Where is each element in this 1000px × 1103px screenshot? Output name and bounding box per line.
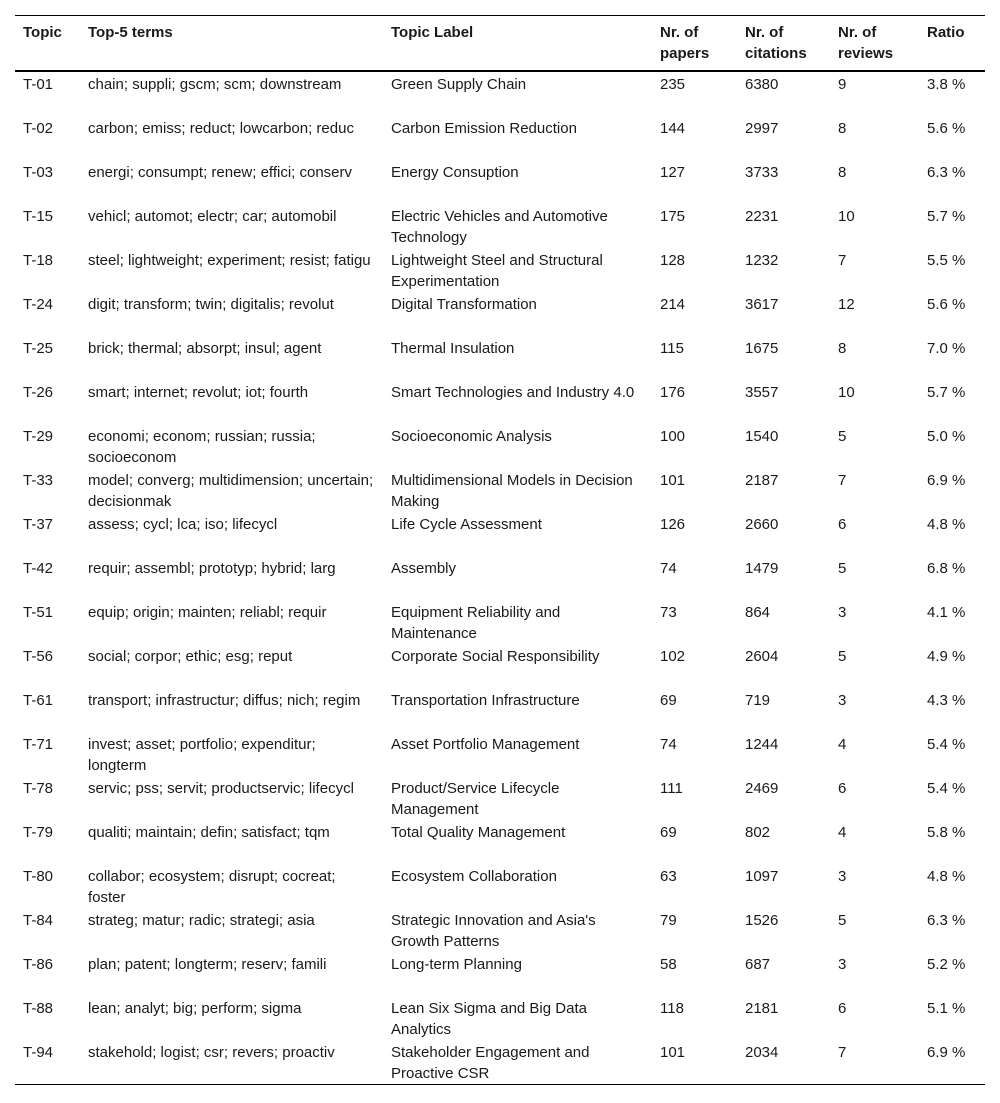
cell-ratio: 4.8 % xyxy=(927,516,966,533)
cell-topic-label: Multidimensional Models in Decision Making xyxy=(391,472,633,510)
cell-nr-reviews: 6 xyxy=(838,516,847,533)
cell-top-terms: model; converg; multidimension; uncertain; decisionmak xyxy=(88,472,374,510)
table-header xyxy=(15,16,985,72)
table-row xyxy=(15,336,985,380)
cell-nr-reviews: 8 xyxy=(838,340,847,357)
cell-nr-citations: 1232 xyxy=(745,252,779,269)
cell-ratio: 5.7 % xyxy=(927,208,966,225)
cell-top-terms: invest; asset; portfolio; expenditur; longterm xyxy=(88,736,316,774)
cell-ratio: 5.6 % xyxy=(927,120,966,137)
cell-topic-label: Strategic Innovation and Asia's Growth Patterns xyxy=(391,912,596,950)
cell-topic-label: Product/Service Lifecycle Management xyxy=(391,780,560,818)
cell-ratio: 5.4 % xyxy=(927,780,966,797)
cell-nr-citations: 3557 xyxy=(745,384,779,401)
cell-ratio: 5.6 % xyxy=(927,296,966,313)
cell-nr-citations: 802 xyxy=(745,824,771,841)
cell-nr-reviews: 3 xyxy=(838,692,847,709)
topics-table xyxy=(15,15,985,1085)
table-row xyxy=(15,116,985,160)
table-body xyxy=(15,71,985,1085)
cell-topic-label: Electric Vehicles and Automotive Technology xyxy=(391,208,608,246)
cell-nr-papers: 128 xyxy=(660,252,686,269)
cell-topic-label: Transportation Infrastructure xyxy=(391,692,580,709)
cell-topic-label: Green Supply Chain xyxy=(391,76,527,93)
table-row xyxy=(15,688,985,732)
cell-nr-reviews: 5 xyxy=(838,912,847,929)
cell-topic: T-37 xyxy=(23,516,54,533)
cell-nr-papers: 74 xyxy=(660,560,677,577)
cell-nr-citations: 2181 xyxy=(745,1000,779,1017)
cell-nr-reviews: 9 xyxy=(838,76,847,93)
cell-ratio: 6.8 % xyxy=(927,560,966,577)
table-row xyxy=(15,468,985,512)
cell-nr-papers: 111 xyxy=(660,780,683,797)
cell-top-terms: energi; consumpt; renew; effici; conserv xyxy=(88,164,353,181)
cell-top-terms: vehicl; automot; electr; car; automobil xyxy=(88,208,337,225)
table-row xyxy=(15,204,985,248)
header-nr-citations: Nr. of citations xyxy=(745,24,807,62)
cell-top-terms: strateg; matur; radic; strategi; asia xyxy=(88,912,315,929)
cell-topic-label: Corporate Social Responsibility xyxy=(391,648,600,665)
cell-top-terms: collabor; ecosystem; disrupt; cocreat; foster xyxy=(88,868,336,906)
cell-nr-reviews: 10 xyxy=(838,208,855,225)
cell-top-terms: economi; econom; russian; russia; socioeconom xyxy=(88,428,316,466)
cell-nr-reviews: 3 xyxy=(838,956,847,973)
cell-ratio: 5.4 % xyxy=(927,736,966,753)
cell-nr-citations: 2604 xyxy=(745,648,779,665)
cell-nr-citations: 2187 xyxy=(745,472,779,489)
cell-ratio: 6.3 % xyxy=(927,164,966,181)
cell-topic-label: Equipment Reliability and Maintenance xyxy=(391,604,561,642)
cell-topic-label: Energy Consuption xyxy=(391,164,519,181)
table-row xyxy=(15,248,985,292)
cell-nr-reviews: 10 xyxy=(838,384,855,401)
cell-nr-reviews: 6 xyxy=(838,780,847,797)
cell-nr-papers: 214 xyxy=(660,296,686,313)
table-row xyxy=(15,908,985,952)
table-row xyxy=(15,1040,985,1085)
cell-nr-reviews: 8 xyxy=(838,120,847,137)
cell-nr-papers: 175 xyxy=(660,208,686,225)
cell-nr-reviews: 8 xyxy=(838,164,847,181)
cell-nr-citations: 1244 xyxy=(745,736,779,753)
cell-top-terms: transport; infrastructur; diffus; nich; regim xyxy=(88,692,361,709)
cell-ratio: 6.3 % xyxy=(927,912,966,929)
cell-nr-citations: 1526 xyxy=(745,912,779,929)
cell-topic: T-24 xyxy=(23,296,54,313)
cell-topic: T-78 xyxy=(23,780,54,797)
header-topic-label: Topic Label xyxy=(391,24,474,41)
header-nr-papers: Nr. of papers xyxy=(660,24,710,62)
cell-nr-papers: 79 xyxy=(660,912,677,929)
cell-top-terms: plan; patent; longterm; reserv; famili xyxy=(88,956,327,973)
header-top-terms: Top-5 terms xyxy=(88,24,173,41)
cell-topic: T-33 xyxy=(23,472,54,489)
cell-ratio: 6.9 % xyxy=(927,1044,966,1061)
cell-ratio: 5.7 % xyxy=(927,384,966,401)
cell-ratio: 6.9 % xyxy=(927,472,966,489)
cell-ratio: 4.3 % xyxy=(927,692,966,709)
cell-topic-label: Stakeholder Engagement and Proactive CSR xyxy=(391,1044,590,1082)
cell-topic: T-25 xyxy=(23,340,54,357)
cell-nr-citations: 2469 xyxy=(745,780,779,797)
table-row xyxy=(15,424,985,468)
cell-nr-papers: 144 xyxy=(660,120,686,137)
cell-topic: T-88 xyxy=(23,1000,54,1017)
cell-nr-papers: 69 xyxy=(660,692,677,709)
cell-ratio: 4.9 % xyxy=(927,648,966,665)
table-row xyxy=(15,776,985,820)
topics-table-container xyxy=(15,15,985,1085)
table-row xyxy=(15,864,985,908)
cell-nr-citations: 2997 xyxy=(745,120,779,137)
cell-nr-reviews: 3 xyxy=(838,868,847,885)
cell-topic-label: Life Cycle Assessment xyxy=(391,516,542,533)
cell-top-terms: carbon; emiss; reduct; lowcarbon; reduc xyxy=(88,120,354,137)
cell-nr-papers: 73 xyxy=(660,604,677,621)
cell-nr-citations: 1479 xyxy=(745,560,779,577)
cell-topic: T-26 xyxy=(23,384,54,401)
cell-topic-label: Long-term Planning xyxy=(391,956,522,973)
cell-nr-reviews: 5 xyxy=(838,428,847,445)
cell-topic-label: Ecosystem Collaboration xyxy=(391,868,557,885)
cell-topic: T-61 xyxy=(23,692,54,709)
cell-nr-papers: 126 xyxy=(660,516,686,533)
cell-nr-papers: 102 xyxy=(660,648,686,665)
cell-nr-reviews: 5 xyxy=(838,648,847,665)
cell-ratio: 5.0 % xyxy=(927,428,966,445)
cell-topic: T-94 xyxy=(23,1044,54,1061)
table-row xyxy=(15,820,985,864)
cell-top-terms: servic; pss; servit; productservic; lifecycl xyxy=(88,780,354,797)
cell-ratio: 5.2 % xyxy=(927,956,966,973)
cell-top-terms: chain; suppli; gscm; scm; downstream xyxy=(88,76,342,93)
cell-nr-citations: 2660 xyxy=(745,516,779,533)
cell-topic-label: Carbon Emission Reduction xyxy=(391,120,577,137)
cell-topic-label: Total Quality Management xyxy=(391,824,566,841)
cell-ratio: 4.1 % xyxy=(927,604,966,621)
cell-topic: T-01 xyxy=(23,76,54,93)
table-row xyxy=(15,952,985,996)
cell-top-terms: assess; cycl; lca; iso; lifecycl xyxy=(88,516,278,533)
cell-topic: T-29 xyxy=(23,428,54,445)
cell-nr-citations: 719 xyxy=(745,692,771,709)
cell-topic: T-02 xyxy=(23,120,54,137)
cell-nr-reviews: 7 xyxy=(838,472,847,489)
cell-nr-papers: 235 xyxy=(660,76,686,93)
cell-top-terms: lean; analyt; big; perform; sigma xyxy=(88,1000,302,1017)
table-row xyxy=(15,292,985,336)
cell-nr-papers: 69 xyxy=(660,824,677,841)
cell-nr-citations: 687 xyxy=(745,956,771,973)
table-row xyxy=(15,512,985,556)
cell-top-terms: digit; transform; twin; digitalis; revolut xyxy=(88,296,334,313)
cell-nr-citations: 6380 xyxy=(745,76,779,93)
cell-nr-papers: 101 xyxy=(660,1044,686,1061)
cell-nr-reviews: 5 xyxy=(838,560,847,577)
cell-nr-citations: 2231 xyxy=(745,208,779,225)
cell-topic: T-15 xyxy=(23,208,54,225)
cell-nr-citations: 1540 xyxy=(745,428,779,445)
cell-nr-papers: 176 xyxy=(660,384,686,401)
cell-nr-papers: 63 xyxy=(660,868,677,885)
cell-topic-label: Lightweight Steel and Structural Experimentation xyxy=(391,252,603,290)
cell-nr-papers: 100 xyxy=(660,428,686,445)
cell-nr-papers: 115 xyxy=(660,340,684,357)
cell-topic: T-03 xyxy=(23,164,54,181)
cell-top-terms: social; corpor; ethic; esg; reput xyxy=(88,648,293,665)
cell-topic-label: Asset Portfolio Management xyxy=(391,736,580,753)
cell-topic: T-86 xyxy=(23,956,54,973)
cell-topic: T-71 xyxy=(23,736,54,753)
cell-ratio: 5.8 % xyxy=(927,824,966,841)
cell-topic: T-79 xyxy=(23,824,54,841)
header-row xyxy=(15,16,985,72)
cell-nr-reviews: 4 xyxy=(838,736,847,753)
cell-nr-papers: 118 xyxy=(660,1000,684,1017)
cell-ratio: 5.5 % xyxy=(927,252,966,269)
cell-nr-citations: 3733 xyxy=(745,164,779,181)
cell-nr-citations: 1675 xyxy=(745,340,779,357)
cell-top-terms: smart; internet; revolut; iot; fourth xyxy=(88,384,309,401)
cell-topic-label: Socioeconomic Analysis xyxy=(391,428,552,445)
cell-ratio: 5.1 % xyxy=(927,1000,966,1017)
cell-topic-label: Assembly xyxy=(391,560,457,577)
cell-nr-citations: 2034 xyxy=(745,1044,779,1061)
cell-topic: T-18 xyxy=(23,252,54,269)
cell-ratio: 3.8 % xyxy=(927,76,966,93)
cell-top-terms: requir; assembl; prototyp; hybrid; larg xyxy=(88,560,336,577)
cell-nr-reviews: 6 xyxy=(838,1000,847,1017)
table-row xyxy=(15,600,985,644)
cell-topic: T-42 xyxy=(23,560,54,577)
cell-topic: T-56 xyxy=(23,648,54,665)
header-topic: Topic xyxy=(23,24,62,41)
table-row xyxy=(15,160,985,204)
header-ratio: Ratio xyxy=(927,24,965,41)
cell-ratio: 7.0 % xyxy=(927,340,966,357)
cell-topic-label: Smart Technologies and Industry 4.0 xyxy=(391,384,635,401)
cell-nr-papers: 58 xyxy=(660,956,677,973)
table-row xyxy=(15,71,985,116)
cell-topic: T-51 xyxy=(23,604,54,621)
cell-topic-label: Digital Transformation xyxy=(391,296,537,313)
cell-topic-label: Thermal Insulation xyxy=(391,340,515,357)
cell-nr-reviews: 7 xyxy=(838,252,847,269)
cell-topic-label: Lean Six Sigma and Big Data Analytics xyxy=(391,1000,587,1038)
cell-nr-reviews: 12 xyxy=(838,296,855,313)
table-row xyxy=(15,380,985,424)
cell-top-terms: stakehold; logist; csr; revers; proactiv xyxy=(88,1044,335,1061)
table-row xyxy=(15,732,985,776)
cell-topic: T-80 xyxy=(23,868,54,885)
cell-nr-citations: 864 xyxy=(745,604,771,621)
cell-topic: T-84 xyxy=(23,912,54,929)
table-row xyxy=(15,644,985,688)
cell-nr-papers: 101 xyxy=(660,472,686,489)
cell-nr-reviews: 4 xyxy=(838,824,847,841)
cell-nr-citations: 1097 xyxy=(745,868,779,885)
cell-top-terms: equip; origin; mainten; reliabl; requir xyxy=(88,604,327,621)
table-row xyxy=(15,996,985,1040)
cell-nr-reviews: 7 xyxy=(838,1044,847,1061)
cell-ratio: 4.8 % xyxy=(927,868,966,885)
cell-top-terms: brick; thermal; absorpt; insul; agent xyxy=(88,340,322,357)
cell-nr-papers: 127 xyxy=(660,164,686,181)
cell-nr-papers: 74 xyxy=(660,736,677,753)
table-row xyxy=(15,556,985,600)
cell-top-terms: steel; lightweight; experiment; resist; fatigu xyxy=(88,252,371,269)
header-nr-reviews: Nr. of reviews xyxy=(838,24,894,62)
cell-top-terms: qualiti; maintain; defin; satisfact; tqm xyxy=(88,824,330,841)
cell-nr-citations: 3617 xyxy=(745,296,779,313)
cell-nr-reviews: 3 xyxy=(838,604,847,621)
